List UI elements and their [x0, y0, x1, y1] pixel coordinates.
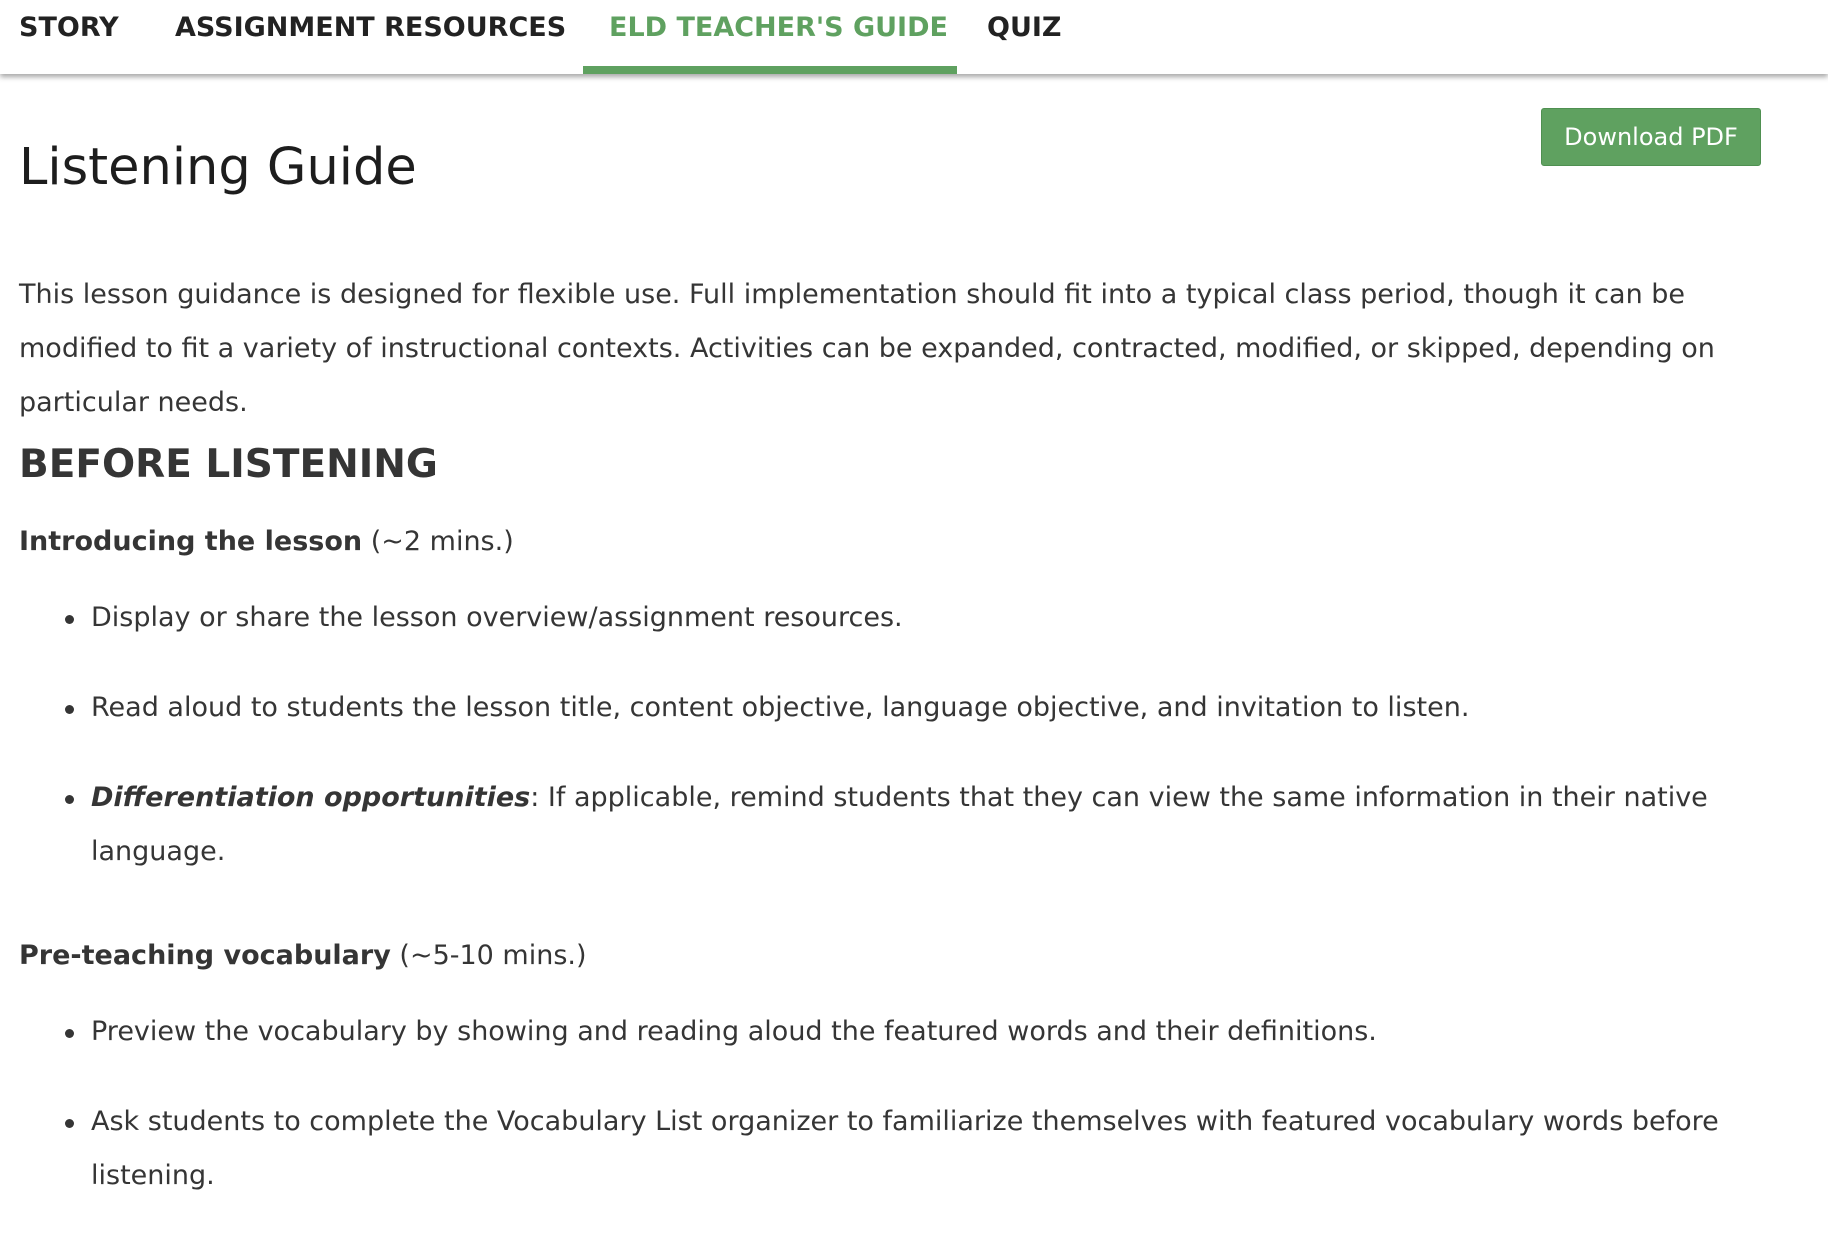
differentiation-label: Differentiation opportunities [91, 782, 531, 813]
tab-story[interactable]: STORY [19, 12, 119, 43]
list-item: Read aloud to students the lesson title, content objective, language objective, and invitation to listen. [0, 681, 1771, 735]
active-tab-indicator [583, 66, 957, 74]
pre-teaching-list [0, 1005, 1790, 1203]
top-navigation [0, 0, 1828, 74]
differentiation-text: : If applicable, remind students that they can view the same information in their native language. [91, 782, 1708, 867]
list-item: Preview the vocabulary by showing and reading aloud the featured words and their definitions. [0, 1005, 1771, 1059]
tab-assignment-resources[interactable]: ASSIGNMENT RESOURCES [175, 12, 567, 43]
section-heading-before-listening: BEFORE LISTENING [19, 442, 438, 487]
introducing-list [0, 591, 1790, 879]
main-content [0, 74, 1828, 1236]
subheading-title: Introducing the lesson [19, 526, 363, 557]
subheading-introducing-lesson [19, 526, 514, 557]
tab-quiz[interactable]: QUIZ [987, 12, 1062, 43]
download-pdf-button[interactable]: Download PDF [1541, 108, 1761, 166]
subheading-duration: (~5-10 mins.) [399, 940, 587, 971]
page-title: Listening Guide [19, 138, 417, 197]
list-item [0, 771, 1771, 879]
list-item: Ask students to complete the Vocabulary List organizer to familiarize themselves with featured vocabulary words before listening. [0, 1095, 1771, 1203]
subheading-pre-teaching-vocabulary [19, 940, 587, 971]
subheading-duration: (~2 mins.) [370, 526, 514, 557]
tab-eld-teachers-guide[interactable]: ELD TEACHER'S GUIDE [609, 12, 948, 43]
intro-paragraph: This lesson guidance is designed for flexible use. Full implementation should fit into a typical class period, though it can be modified to fit a variety of instructional contexts. Activities can be expanded, contracted, modified, or skipped, depending on particular needs. [19, 279, 1715, 418]
list-item: Display or share the lesson overview/assignment resources. [0, 591, 1771, 645]
subheading-title: Pre-teaching vocabulary [19, 940, 391, 971]
